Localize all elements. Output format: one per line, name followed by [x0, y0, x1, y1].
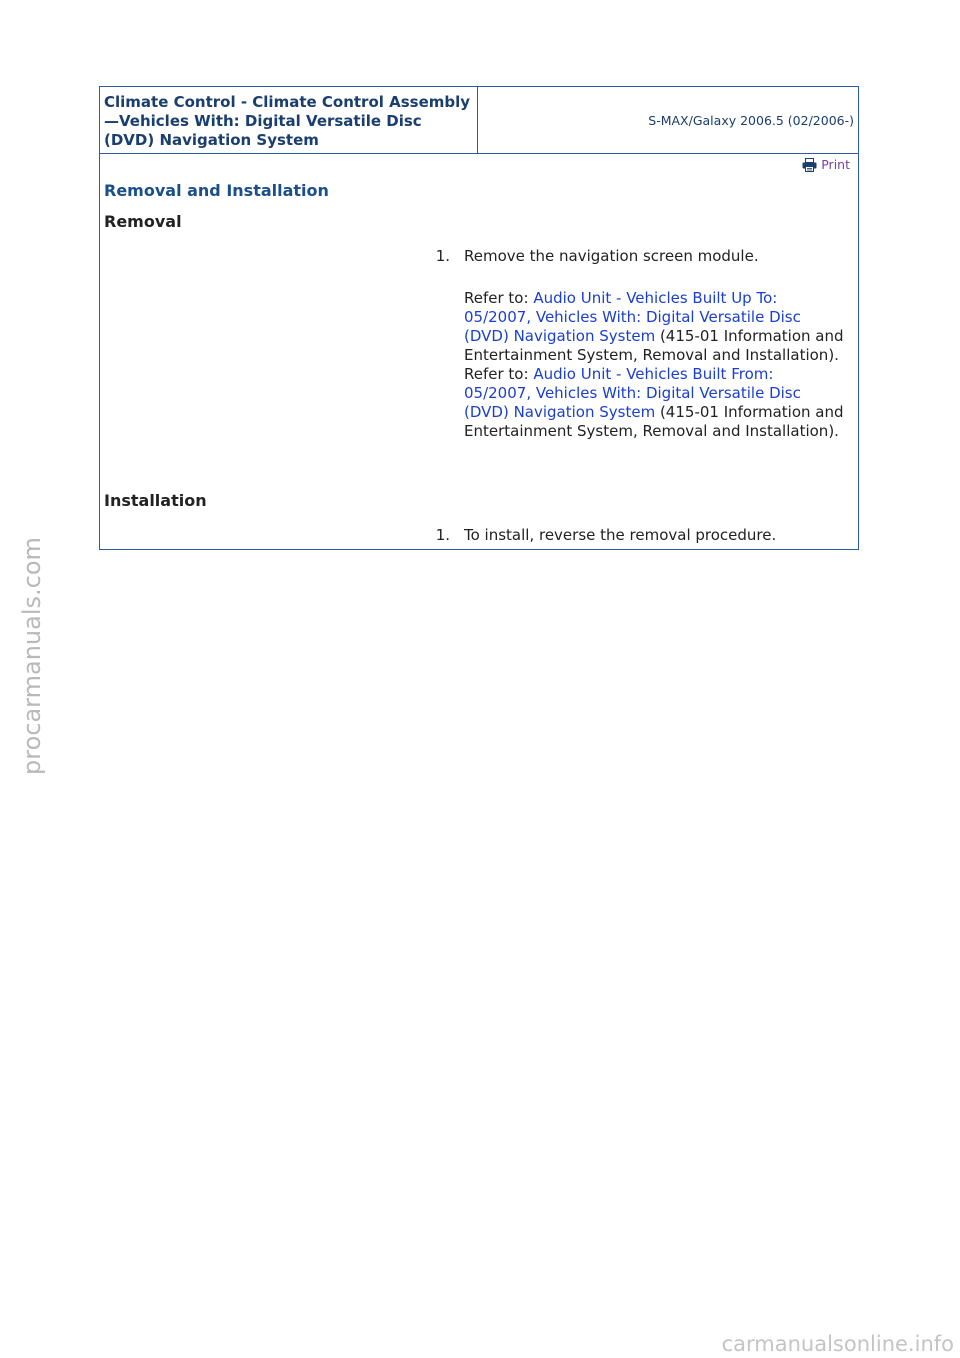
print-label: Print	[821, 157, 850, 172]
bottom-watermark: carmanualsonline.info	[721, 1332, 954, 1356]
document-title: Climate Control - Climate Control Assembly—Vehicles With: Digital Versatile Disc (DVD) Navigation System	[100, 87, 478, 153]
reference-prefix: Refer to:	[464, 289, 534, 307]
step-text: To install, reverse the removal procedure.	[464, 526, 777, 544]
reference-link-audio-unit-from[interactable]: Audio Unit - Vehicles Built From: 05/2007, Vehicles With: Digital Versatile Disc (DVD) Navigation System	[464, 365, 801, 421]
document-frame	[99, 86, 859, 550]
step-text: Remove the navigation screen module.	[464, 247, 759, 265]
reference-suffix: (415-01 Information and Entertainment System, Removal and Installation).	[464, 403, 844, 440]
step-number: 1.	[435, 526, 450, 544]
vehicle-model: S-MAX/Galaxy 2006.5 (02/2006-)	[648, 112, 854, 128]
document-header	[100, 87, 858, 154]
reference-suffix: (415-01 Information and Entertainment System, Removal and Installation).	[464, 327, 844, 364]
reference-item	[464, 289, 844, 365]
reference-item	[464, 365, 844, 441]
reference-link-audio-unit-up-to[interactable]: Audio Unit - Vehicles Built Up To: 05/2007, Vehicles With: Digital Versatile Disc (DVD) Navigation System	[464, 289, 801, 345]
reference-list	[464, 289, 844, 441]
installation-heading: Installation	[104, 491, 207, 510]
removal-heading: Removal	[104, 212, 182, 231]
section-title: Removal and Installation	[104, 181, 329, 200]
print-button[interactable]	[802, 157, 850, 172]
step-number: 1.	[435, 247, 450, 265]
reference-prefix: Refer to:	[464, 365, 534, 383]
printer-icon	[802, 158, 817, 172]
side-watermark: procarmanuals.com	[18, 537, 46, 775]
